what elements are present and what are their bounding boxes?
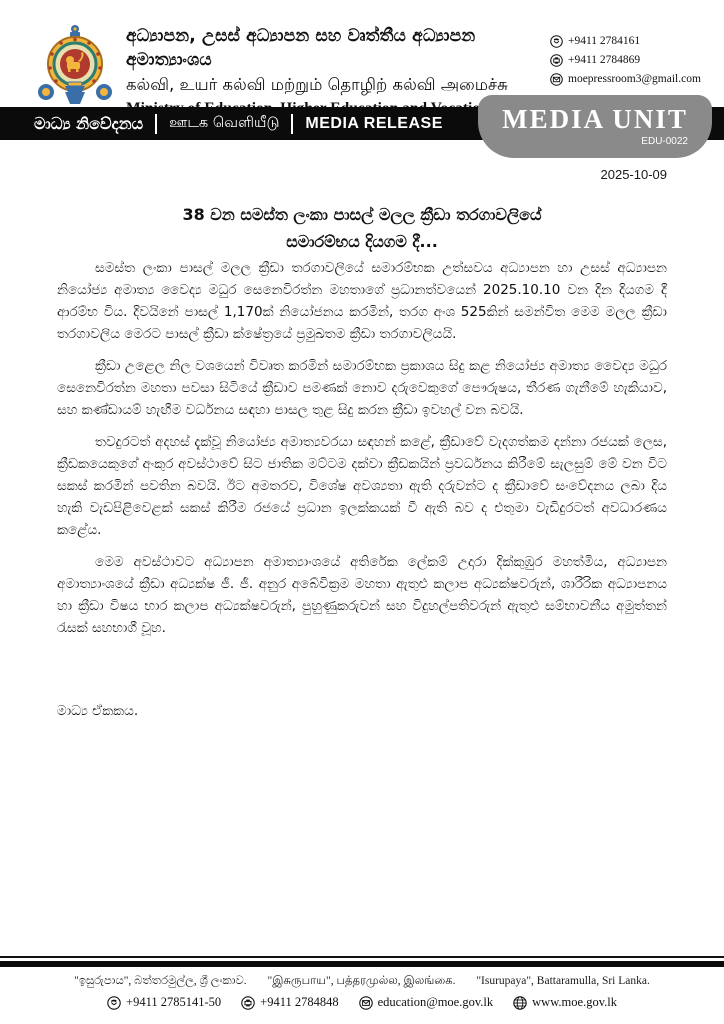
footer-website-value: www.moe.gov.lk — [532, 995, 617, 1009]
email-icon — [359, 996, 373, 1010]
footer — [0, 956, 724, 1024]
footer-address-sinhala: "ඉසුරුපාය", බත්තරමුල්ල, ශ්‍රී ලංකාව. — [74, 975, 247, 987]
band-divider — [155, 114, 157, 134]
header-fax-row — [550, 51, 701, 70]
signature-media-unit: මාධ්‍ය ඒකකය. — [57, 703, 139, 719]
document-title-line2: සමාරම්භය දියගම දී... — [286, 232, 438, 251]
phone-icon — [550, 35, 563, 48]
globe-icon — [513, 996, 527, 1010]
release-date: 2025-10-09 — [600, 167, 667, 182]
band-label-english: MEDIA RELEASE — [305, 114, 443, 132]
paragraph-2: ක්‍රීඩා උළෙල නිල වශයෙන් විවෘත කරමින් සමාරම්භක ප්‍රකාශය සිදු කළ නියෝජ්‍ය අමාත්‍ය වෛද්‍ය මධුර සෙනෙවිරත්න මහතා පවසා සිටියේ ක්‍රීඩාව පමණක් නොව දරුවෙකුගේ පෞරුෂය, තීරණ ගැනීමේ හැකියාව, සහ කණ්ඩායම් හැඟීම වර්ධනය සඳහා පාසල තුළ සිදු කරන ක්‍රීඩා ඉවහල් වන බවයි. — [57, 358, 667, 418]
footer-website-row — [513, 995, 617, 1010]
media-release-band-labels — [34, 114, 443, 134]
header-fax-value: +9411 2784869 — [568, 54, 641, 66]
footer-rule-thick — [0, 961, 724, 967]
email-icon — [550, 73, 563, 86]
header-email-value: moepressroom3@gmail.com — [568, 73, 701, 85]
paragraph-4: මෙම අවස්ථාවට අධ්‍යාපන අමාත්‍යාංශයේ අතිරේක ලේකම් උදාරා දික්කුඹුර මහත්මිය, අධ්‍යාපන අමාත්‍යාංශයේ ක්‍රීඩා අධ්‍යක්ෂ ජී. ජී. අනුර අබේවික්‍රම මහතා ඇතුළු කලාප අධ්‍යක්ෂවරුන්, ශාරීරික අධ්‍යාපනය හා ක්‍රීඩා විෂය භාර කලාප අධ්‍යක්ෂවරුන්, පුහුණුකරුවන් සහ විදුහල්පතිවරුන් ඇතුළු සම්භාවනීය අමුත්තන් රැසක් සහභාගී වූහ. — [57, 554, 667, 636]
media-unit-title: MEDIA UNIT — [502, 104, 688, 134]
document-body — [57, 257, 667, 649]
footer-fax-value: +9411 2784848 — [260, 995, 339, 1009]
paragraph-3: තවදුරටත් අදහස් දැක්වූ නියෝජ්‍ය අමාත්‍යවරයා සඳහන් කළේ, ක්‍රීඩාවේ වැදගත්කම දන්නා රජයක් ලෙස, ක්‍රීඩකයෙකුගේ අංකුර අවස්ථාවේ සිට ජාතික මට්ටම දක්වා ක්‍රීඩකයින් ප්‍රවර්ධනය කිරීමේ සැලසුම් මේ වන විට සකස් කරමින් පවතින බවයි. ඊට අමතරව, විශේෂ අවශ්‍යතා ඇති දරුවන්ට ද ක්‍රීඩාවේ සංවේදනය ලබා දිය හැකි වැඩපිළිවෙළක් සකස් කිරීම රජයේ ප්‍රධාන ඉලක්කයක් වී ඇති බව ද එතුමා වැඩිදුරටත් අවධාරණය කළේය. — [57, 434, 667, 538]
band-divider — [291, 114, 293, 134]
footer-fax-row — [241, 995, 338, 1010]
ministry-name-tamil: கல்வி, உயர் கல்வி மற்றும் தொழிற் கல்வி அமைச்சு — [126, 75, 508, 94]
footer-contacts — [0, 995, 724, 1010]
paragraph-1: සමස්ත ලංකා පාසල් මලල ක්‍රීඩා තරගාවලියේ සමාරම්භක උත්සවය අධ්‍යාපන හා උසස් අධ්‍යාපන නියෝජ්‍ය අමාත්‍ය වෛද්‍ය මධුර සෙනෙවිරත්න මහතාගේ ප්‍රධානත්වයෙන් 2025.10.10 වන දින දියගම දී ආරම්භ විය. දිවයිනේ පාසල් 1,170ක් නියෝජනය කරමින්, තරග අංශ 525කින් සමන්විත මෙම මලල ක්‍රීඩා තරගාවලිය මෙරට පාසල් ක්‍රීඩා ක්ෂේත්‍රයේ ප්‍රමුඛතම ක්‍රීඩා තරගාවලියයි. — [57, 260, 667, 342]
header-contacts — [550, 32, 701, 89]
band-label-sinhala: මාධ්‍ය නිවේදනය — [34, 113, 144, 133]
phone-icon — [107, 996, 121, 1010]
band-label-tamil: ஊடக வெளியீடு — [169, 114, 280, 131]
footer-address-english: "Isurupaya", Battaramulla, Sri Lanka. — [476, 975, 650, 987]
footer-phone-row — [107, 995, 221, 1010]
media-unit-badge — [478, 95, 712, 158]
sri-lanka-emblem-logo — [34, 24, 116, 108]
fax-icon — [241, 996, 255, 1010]
footer-phone-value: +9411 2785141-50 — [126, 995, 222, 1009]
document-title-line1: 38 වන සමස්ත ලංකා පාසල් මලල ක්‍රීඩා තරගාවලියේ — [182, 205, 542, 224]
footer-email-value: education@moe.gov.lk — [377, 995, 494, 1009]
footer-address-tamil: "இசுருபாய", பத்தரமுல்ல, இலங்கை. — [267, 975, 456, 987]
fax-icon — [550, 54, 563, 67]
footer-email-row — [359, 995, 494, 1010]
header-phone-value: +9411 2784161 — [568, 35, 641, 47]
ministry-name-sinhala: අධ්‍යාපන, උසස් අධ්‍යාපන සහ වෘත්තීය අධ්‍යාපන අමාත්‍යාංශය — [126, 26, 476, 70]
header-phone-row — [550, 32, 701, 51]
footer-address — [0, 975, 724, 989]
header-email-row — [550, 70, 701, 89]
document-title — [57, 201, 667, 255]
media-unit-code: EDU-0022 — [641, 136, 688, 147]
